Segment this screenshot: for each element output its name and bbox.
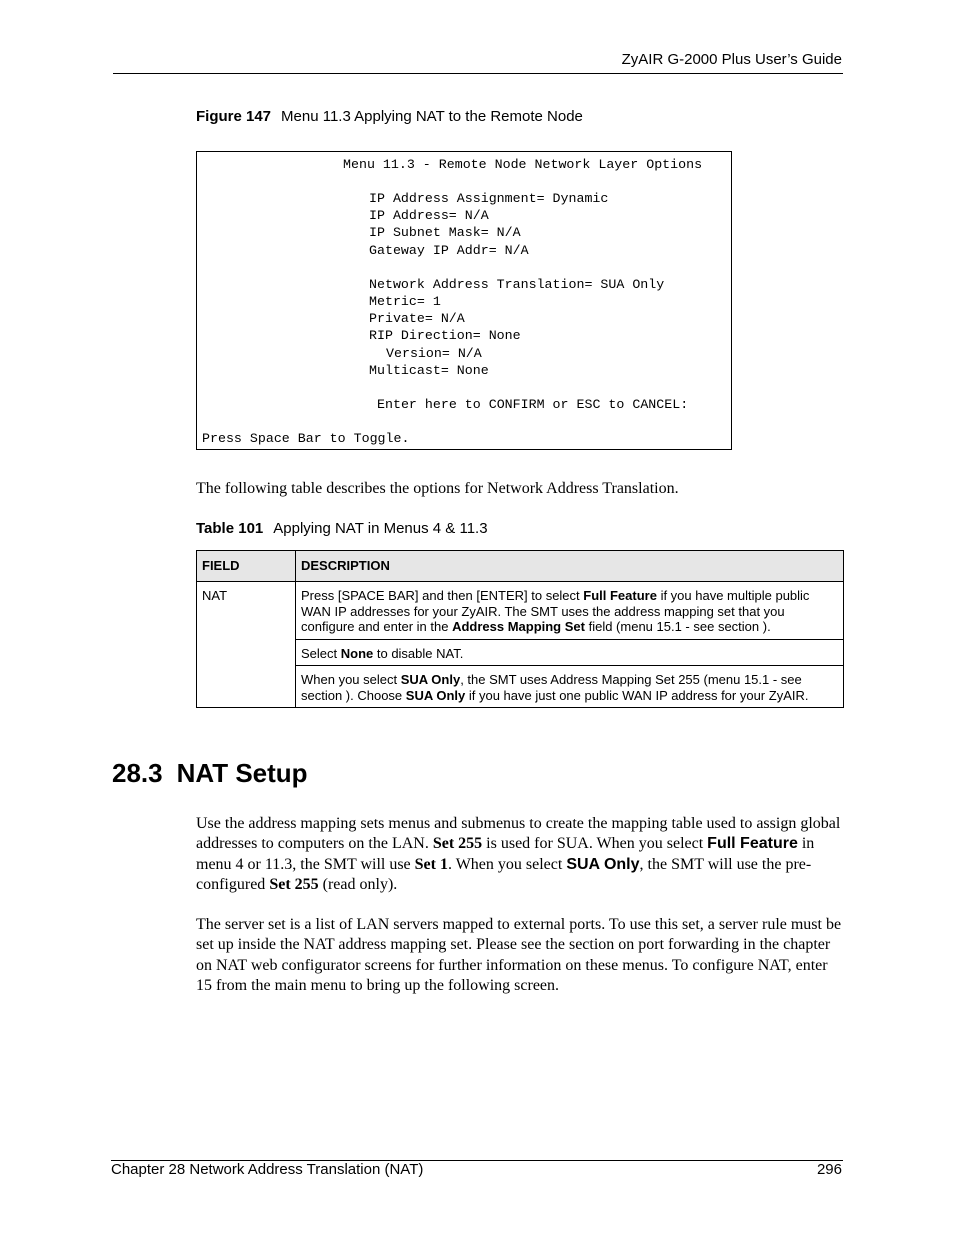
screen-version: Version= N/A <box>386 346 482 361</box>
section-title: NAT Setup <box>176 758 308 788</box>
screen-multicast: Multicast= None <box>369 363 489 378</box>
body-paragraph-server-set: The server set is a list of LAN servers mapped to external ports. To use this set, a server rule must be set up inside the NAT address mapping set. Please see the section on port forwarding in the chapter on NAT web configurator screens for further information on these menus. To configure NAT, enter 15 from the main menu to bring up the following screen. <box>196 916 842 994</box>
screen-nat: Network Address Translation= SUA Only <box>369 277 665 292</box>
running-header: ZyAIR G-2000 Plus User’s Guide <box>621 51 842 68</box>
screen-gateway: Gateway IP Addr= N/A <box>369 243 529 258</box>
screen-confirm-prompt: Enter here to CONFIRM or ESC to CANCEL: <box>377 397 689 412</box>
description-sua-only: When you select SUA Only, the SMT uses Address Mapping Set 255 (menu 15.1 - see section ). Choose SUA Only if you have just one public WAN IP address for your ZyAIR. <box>296 666 844 708</box>
header-description: DESCRIPTION <box>296 551 844 582</box>
header-field: FIELD <box>197 551 296 582</box>
table-row <box>197 582 844 640</box>
section-number: 28.3 <box>112 758 163 788</box>
description-none: Select None to disable NAT. <box>296 639 844 666</box>
screen-title: Menu 11.3 - Remote Node Network Layer Options <box>343 157 703 172</box>
screen-ip-assignment: IP Address Assignment= Dynamic <box>369 191 609 206</box>
page-number: 296 <box>816 1161 842 1178</box>
intro-paragraph: The following table describes the options for Network Address Translation. <box>196 480 679 497</box>
description-full-feature: Press [SPACE BAR] and then [ENTER] to select Full Feature if you have multiple public WAN IP addresses for your ZyAIR. The SMT uses the address mapping set that you configure and enter in the Address Mapping Set field (menu 15.1 - see section ). <box>296 582 844 640</box>
table-label: Table 101 <box>196 520 264 537</box>
field-nat: NAT <box>197 582 296 708</box>
footer-chapter: Chapter 28 Network Address Translation (NAT) <box>111 1161 424 1178</box>
figure-title: Menu 11.3 Applying NAT to the Remote Node <box>281 108 583 125</box>
screen-rip-direction: RIP Direction= None <box>369 328 521 343</box>
screen-ip-address: IP Address= N/A <box>369 208 489 223</box>
header-rule <box>113 73 843 74</box>
table-header-row <box>197 551 844 582</box>
screen-ip-subnet: IP Subnet Mask= N/A <box>369 225 521 240</box>
figure-label: Figure 147 <box>196 108 272 125</box>
screen-toggle-hint: Press Space Bar to Toggle. <box>202 431 410 446</box>
screen-private: Private= N/A <box>369 311 465 326</box>
body-paragraph-mapping-sets: Use the address mapping sets menus and submenus to create the mapping table used to assign global addresses to computers on the LAN. Set 255 is used for SUA. When you select Full Feature in menu 4 or 11.3, the SMT will use Set 1. When you select SUA Only, the SMT will use the pre-configured Set 255 (read only). <box>196 815 841 893</box>
table-title: Applying NAT in Menus 4 & 11.3 <box>273 520 488 537</box>
screen-metric: Metric= 1 <box>369 294 441 309</box>
figure-caption <box>196 108 583 125</box>
section-heading <box>112 758 308 789</box>
nat-options-table <box>196 550 844 708</box>
smt-screen <box>196 151 732 450</box>
table-caption <box>196 520 488 537</box>
